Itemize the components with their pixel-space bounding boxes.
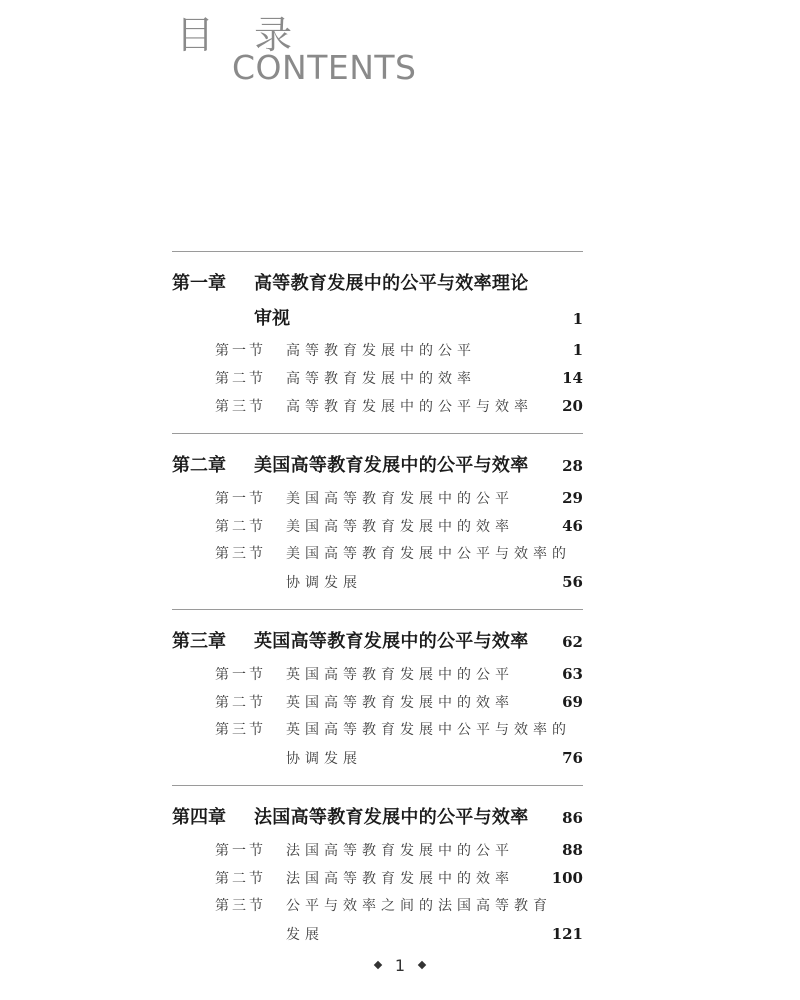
toc-chapter — [172, 786, 583, 961]
section-title-continuation — [172, 568, 583, 596]
section-title: 美国高等教育发展中公平与效率的 — [286, 546, 571, 562]
page-number: 1 — [394, 956, 406, 975]
chapter-entry[interactable] — [172, 448, 583, 484]
section-entry[interactable] — [172, 688, 583, 716]
chapter-title: 美国高等教育发展中的公平与效率 — [254, 455, 529, 476]
chapter-title-continuation — [172, 302, 583, 336]
section-entry[interactable] — [172, 660, 583, 688]
chapter-label: 第三章 — [172, 631, 226, 652]
section-entry[interactable] — [172, 864, 583, 892]
section-label: 第二节 — [215, 871, 266, 887]
chapter-page-number: 28 — [562, 457, 583, 475]
section-page-number: 56 — [562, 573, 583, 591]
section-page-number: 29 — [562, 489, 583, 507]
toc-chapter — [172, 252, 583, 433]
section-entry[interactable] — [172, 392, 583, 420]
section-title: 公平与效率之间的法国高等教育 — [286, 898, 552, 914]
left-diamond-icon — [374, 960, 382, 968]
chapter-page-number: 1 — [572, 310, 583, 328]
section-label: 第一节 — [215, 491, 266, 507]
section-label: 第一节 — [215, 343, 266, 359]
section-title: 高等教育发展中的效率 — [286, 371, 476, 387]
section-page-number: 88 — [562, 841, 583, 859]
chapter-entry[interactable] — [172, 800, 583, 836]
section-title: 法国高等教育发展中的公平 — [286, 843, 514, 859]
section-page-number: 100 — [551, 869, 583, 887]
section-page-number: 121 — [551, 925, 583, 943]
chapter-title: 英国高等教育发展中的公平与效率 — [254, 631, 529, 652]
section-title-cont-text: 协调发展 — [286, 575, 362, 591]
section-label: 第一节 — [215, 843, 266, 859]
section-label: 第三节 — [215, 399, 266, 415]
chapter-label: 第四章 — [172, 807, 226, 828]
chapter-label: 第一章 — [172, 273, 226, 294]
page-title-chinese: 目 录 — [176, 13, 307, 57]
chapter-title: 高等教育发展中的公平与效率理论 — [254, 273, 529, 294]
section-title: 高等教育发展中的公平 — [286, 343, 476, 359]
chapter-label: 第二章 — [172, 455, 226, 476]
chapter-page-number: 62 — [562, 633, 583, 651]
section-entry[interactable] — [172, 512, 583, 540]
section-label: 第三节 — [215, 722, 266, 738]
page-title-english: CONTENTS — [232, 48, 417, 87]
section-title: 美国高等教育发展中的效率 — [286, 519, 514, 535]
section-entry[interactable] — [172, 484, 583, 512]
page-footer — [0, 956, 800, 975]
chapter-entry[interactable] — [172, 624, 583, 660]
section-title-continuation — [172, 744, 583, 772]
section-page-number: 69 — [562, 693, 583, 711]
section-entry[interactable] — [172, 892, 583, 920]
section-entry[interactable] — [172, 716, 583, 744]
section-title: 英国高等教育发展中公平与效率的 — [286, 722, 571, 738]
table-of-contents — [172, 251, 583, 961]
section-entry[interactable] — [172, 364, 583, 392]
section-label: 第三节 — [215, 898, 266, 914]
section-title-continuation — [172, 920, 583, 948]
section-entry[interactable] — [172, 540, 583, 568]
section-label: 第二节 — [215, 695, 266, 711]
section-page-number: 76 — [562, 749, 583, 767]
section-title: 法国高等教育发展中的效率 — [286, 871, 514, 887]
section-page-number: 1 — [572, 341, 583, 359]
section-page-number: 20 — [562, 397, 583, 415]
chapter-title-cont-text: 审视 — [254, 308, 290, 329]
section-label: 第二节 — [215, 371, 266, 387]
section-page-number: 63 — [562, 665, 583, 683]
right-diamond-icon — [418, 960, 426, 968]
section-label: 第一节 — [215, 667, 266, 683]
section-title: 高等教育发展中的公平与效率 — [286, 399, 533, 415]
chapter-page-number: 86 — [562, 809, 583, 827]
section-title: 英国高等教育发展中的公平 — [286, 667, 514, 683]
section-entry[interactable] — [172, 836, 583, 864]
section-page-number: 46 — [562, 517, 583, 535]
toc-chapter — [172, 610, 583, 785]
chapter-entry[interactable] — [172, 266, 583, 302]
section-title-cont-text: 发展 — [286, 927, 324, 943]
section-label: 第二节 — [215, 519, 266, 535]
section-title: 美国高等教育发展中的公平 — [286, 491, 514, 507]
section-title-cont-text: 协调发展 — [286, 751, 362, 767]
section-entry[interactable] — [172, 336, 583, 364]
section-title: 英国高等教育发展中的效率 — [286, 695, 514, 711]
section-label: 第三节 — [215, 546, 266, 562]
chapter-title: 法国高等教育发展中的公平与效率 — [254, 807, 529, 828]
toc-chapter — [172, 434, 583, 609]
section-page-number: 14 — [562, 369, 583, 387]
